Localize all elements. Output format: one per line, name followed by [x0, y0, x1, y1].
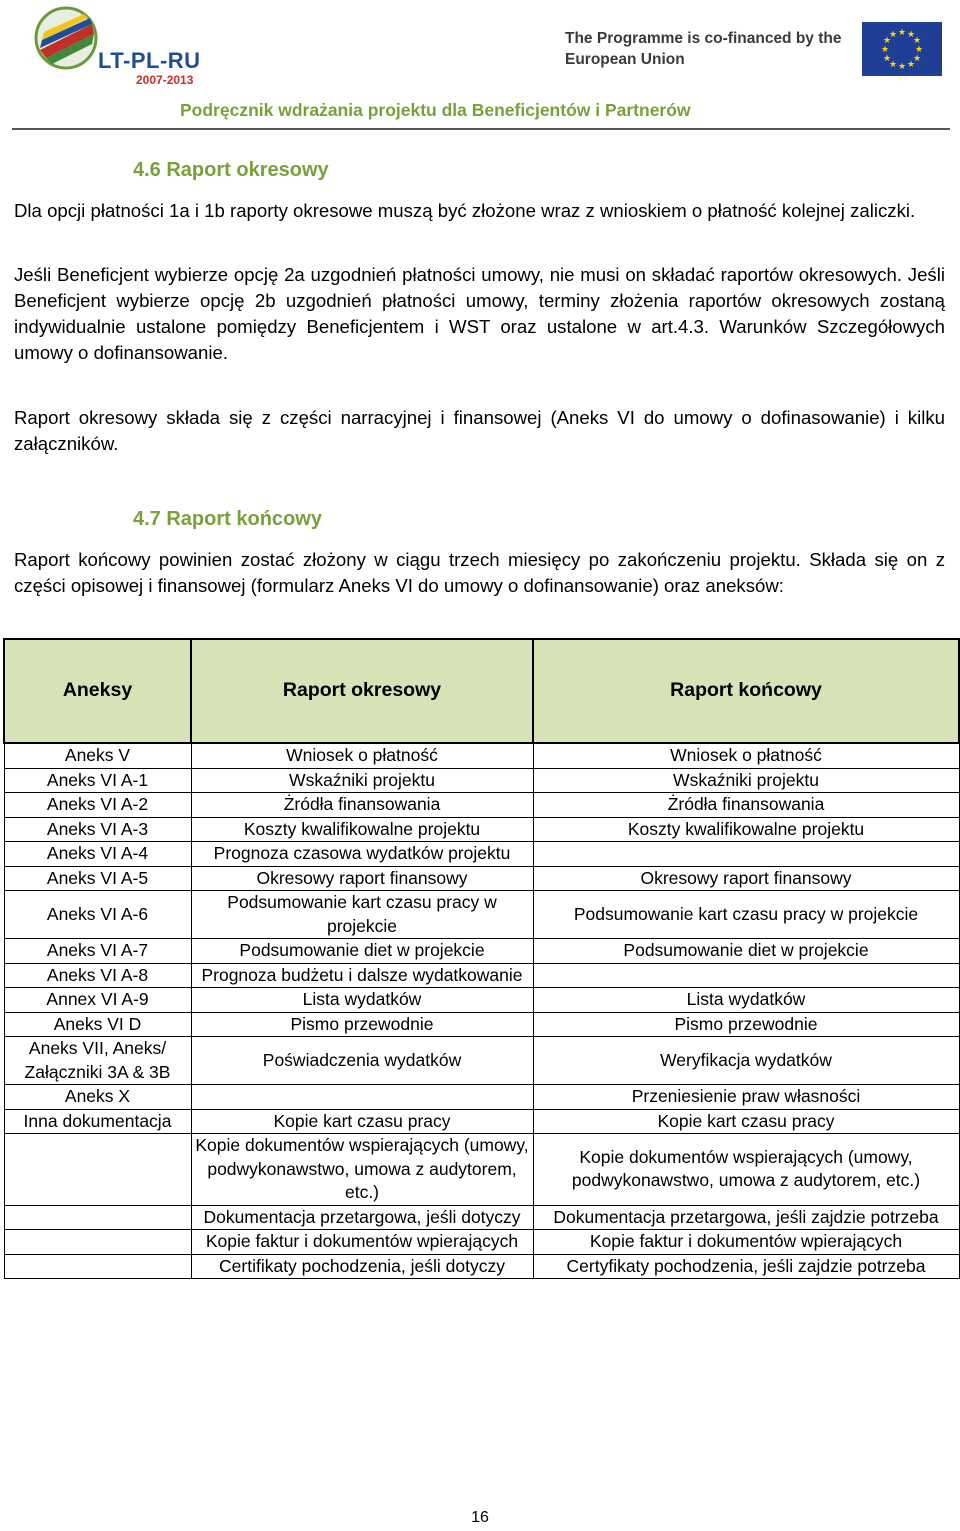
table-cell: Lista wydatków [191, 988, 533, 1013]
table-row [4, 891, 959, 939]
table-cell [4, 1254, 191, 1279]
table-cell: Aneks VI D [4, 1012, 191, 1037]
running-head: Podręcznik wdrażania projektu dla Beneficjentów i Partnerów [180, 100, 691, 120]
column-header: Raport okresowy [191, 639, 533, 743]
table-cell: Żródła finansowania [533, 793, 959, 818]
table-row [4, 963, 959, 988]
table-row [4, 1012, 959, 1037]
table-row [4, 988, 959, 1013]
table-cell: Poświadczenia wydatków [191, 1037, 533, 1085]
eu-cofinancing-text: The Programme is co-financed by the European Union [565, 30, 842, 68]
table-row [4, 1254, 959, 1279]
table-cell: Kopie faktur i dokumentów wpierających [191, 1230, 533, 1255]
table-cell [533, 842, 959, 867]
table-cell: Lista wydatków [533, 988, 959, 1013]
table-cell: Aneks VI A-3 [4, 817, 191, 842]
table-cell: Inna dokumentacja [4, 1109, 191, 1134]
paragraph: Jeśli Beneficjent wybierze opcję 2a uzgodnień płatności umowy, nie musi on składać raportów okresowych. Jeśli Beneficjent wybierze opcję 2b uzgodnień płatności umowy, terminy złożenia raportów okresowych zostaną indywidualnie ustalone pomiędzy Beneficjentem i WST oraz ustalone w art.4.3. Warunków Szczegółowych umowy o dofinansowanie. [14, 264, 945, 363]
table-row [4, 1109, 959, 1134]
table-cell: Żródła finansowania [191, 793, 533, 818]
table-cell [4, 1134, 191, 1206]
table-cell: Annex VI A-9 [4, 988, 191, 1013]
table-cell: Aneks VI A-2 [4, 793, 191, 818]
svg-text:★: ★ [897, 62, 907, 72]
table-cell: Kopie faktur i dokumentów wpierających [533, 1230, 959, 1255]
table-cell [4, 1205, 191, 1230]
annex-table [3, 638, 960, 1279]
table-cell: Aneks VI A-6 [4, 891, 191, 939]
svg-text:★: ★ [880, 45, 890, 55]
table-cell: Certifikaty pochodzenia, jeśli dotyczy [191, 1254, 533, 1279]
table-cell: Aneks VI A-7 [4, 939, 191, 964]
logo-title: LT-PL-RU [98, 48, 201, 73]
table-row [4, 768, 959, 793]
table-row [4, 817, 959, 842]
table-row [4, 842, 959, 867]
table-cell: Wniosek o płatność [533, 743, 959, 768]
table-row [4, 743, 959, 768]
svg-text:★: ★ [888, 30, 898, 40]
section-title-4-7: 4.7 Raport końcowy [133, 508, 322, 530]
table-row [4, 1037, 959, 1085]
table-row [4, 1205, 959, 1230]
svg-text:★: ★ [914, 45, 924, 55]
table-row [4, 866, 959, 891]
page-number: 16 [471, 1509, 489, 1526]
table-row [4, 1085, 959, 1110]
logo-years: 2007-2013 [136, 73, 194, 87]
table-cell: Przeniesienie praw własności [533, 1085, 959, 1110]
eu-flag-icon [862, 22, 942, 76]
table-cell: Aneks V [4, 743, 191, 768]
table-header-row [4, 639, 959, 743]
table-cell: Aneks VII, Aneks/ Załączniki 3A & 3B [4, 1037, 191, 1085]
table-cell: Wskaźniki projektu [533, 768, 959, 793]
table-cell: Pismo przewodnie [191, 1012, 533, 1037]
table-cell: Kopie dokumentów wspierających (umowy, podwykonawstwo, umowa z audytorem, etc.) [533, 1134, 959, 1206]
table-cell: Certyfikaty pochodzenia, jeśli zajdzie potrzeba [533, 1254, 959, 1279]
table-cell: Pismo przewodnie [533, 1012, 959, 1037]
paragraph: Raport końcowy powinien zostać złożony w ciągu trzech miesięcy po zakończeniu projektu. Składa się on z części opisowej i finansowej (formularz Aneks VI do umowy o dofinansowanie) oraz aneksów: [14, 549, 945, 596]
table-cell [4, 1230, 191, 1255]
table-cell: Koszty kwalifikowalne projektu [191, 817, 533, 842]
table-cell: Aneks X [4, 1085, 191, 1110]
table-cell: Podsumowanie diet w projekcie [191, 939, 533, 964]
table-cell: Aneks VI A-1 [4, 768, 191, 793]
page-header [0, 0, 960, 135]
svg-text:★: ★ [912, 36, 922, 46]
table-row [4, 939, 959, 964]
table-cell: Aneks VI A-8 [4, 963, 191, 988]
svg-text:★: ★ [906, 30, 916, 40]
table-cell: Dokumentacja przetargowa, jeśli zajdzie potrzeba [533, 1205, 959, 1230]
table-cell: Wniosek o płatność [191, 743, 533, 768]
table-cell [191, 1085, 533, 1110]
table-cell [533, 963, 959, 988]
table-row [4, 793, 959, 818]
svg-text:★: ★ [888, 60, 898, 70]
table-cell: Aneks VI A-4 [4, 842, 191, 867]
table-cell: Okresowy raport finansowy [533, 866, 959, 891]
svg-text:★: ★ [897, 28, 907, 38]
paragraph: Dla opcji płatności 1a i 1b raporty okresowe muszą być złożone wraz z wnioskiem o płatność kolejnej zaliczki. [14, 200, 916, 221]
table-row [4, 1134, 959, 1206]
svg-text:★: ★ [882, 54, 892, 64]
table-row [4, 1230, 959, 1255]
table-cell: Aneks VI A-5 [4, 866, 191, 891]
table-cell: Kopie kart czasu pracy [191, 1109, 533, 1134]
table-cell: Wskaźniki projektu [191, 768, 533, 793]
table-cell: Weryfikacja wydatków [533, 1037, 959, 1085]
column-header: Raport końcowy [533, 639, 959, 743]
section-title-4-6: 4.6 Raport okresowy [133, 159, 329, 181]
table-cell: Okresowy raport finansowy [191, 866, 533, 891]
table-cell: Dokumentacja przetargowa, jeśli dotyczy [191, 1205, 533, 1230]
table-cell: Podsumowanie kart czasu pracy w projekcie [533, 891, 959, 939]
table-cell: Podsumowanie kart czasu pracy w projekcie [191, 891, 533, 939]
svg-text:★: ★ [906, 60, 916, 70]
header-rule [12, 128, 950, 130]
paragraph: Raport okresowy składa się z części narracyjnej i finansowej (Aneks VI do umowy o dofinasowanie) i kilku załączników. [14, 407, 945, 454]
column-header: Aneksy [4, 639, 191, 743]
svg-text:★: ★ [912, 54, 922, 64]
table-cell: Prognoza czasowa wydatków projektu [191, 842, 533, 867]
svg-text:★: ★ [882, 36, 892, 46]
table-cell: Kopie dokumentów wspierających (umowy, podwykonawstwo, umowa z audytorem, etc.) [191, 1134, 533, 1206]
table-cell: Prognoza budżetu i dalsze wydatkowanie [191, 963, 533, 988]
table-cell: Koszty kwalifikowalne projektu [533, 817, 959, 842]
table-cell: Kopie kart czasu pracy [533, 1109, 959, 1134]
table-cell: Podsumowanie diet w projekcie [533, 939, 959, 964]
